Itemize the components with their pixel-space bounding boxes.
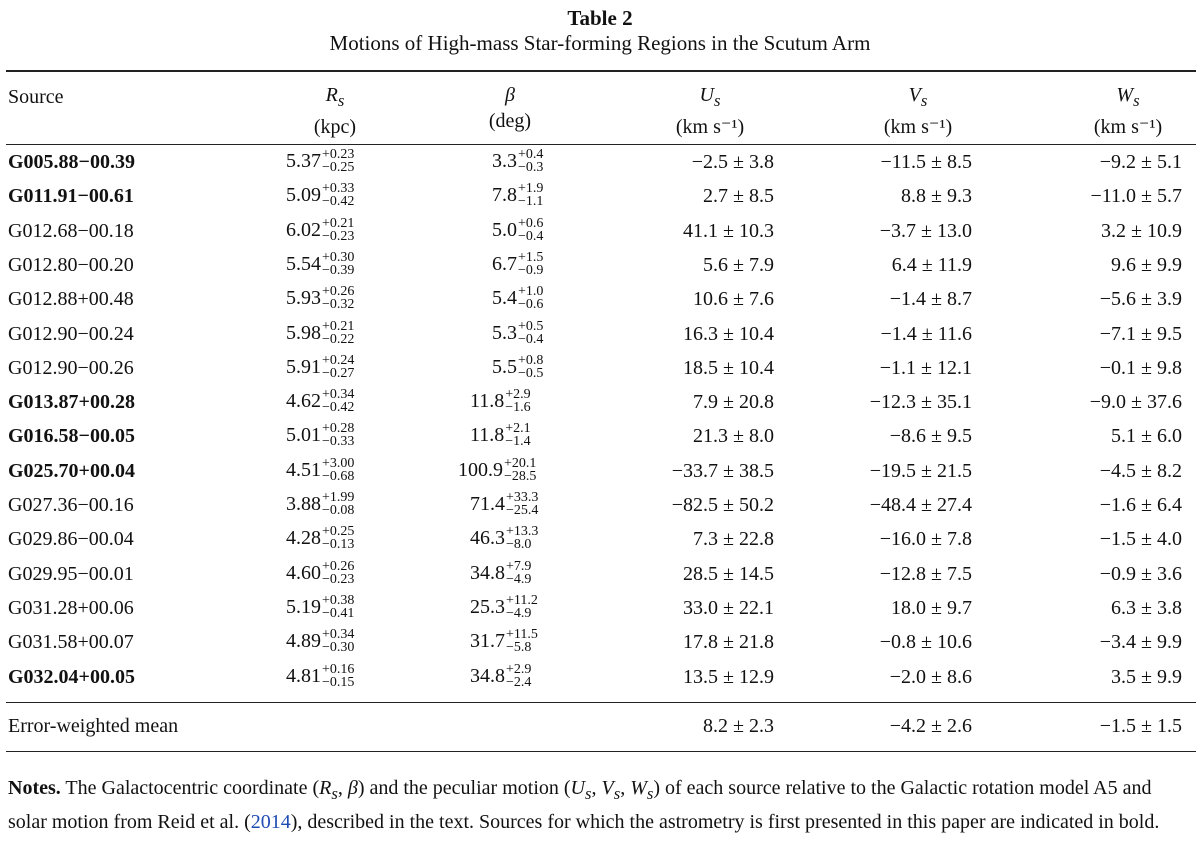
rs-cell-upper-error: +0.30 [322, 250, 355, 265]
rs-cell [286, 148, 354, 174]
ws-cell: 5.1 ± 6.0 [1111, 425, 1182, 447]
vs-cell: −12.8 ± 7.5 [879, 563, 972, 585]
rs-cell-upper-error: +0.38 [322, 593, 355, 608]
beta-cell-upper-error: +2.1 [505, 421, 531, 436]
beta-cell-upper-error: +1.9 [518, 181, 544, 196]
vs-cell: 18.0 ± 9.7 [891, 597, 972, 619]
bottom-rule [6, 751, 1196, 752]
rs-cell-upper-error: +3.00 [322, 456, 355, 471]
beta-cell-lower-error: −1.4 [505, 434, 531, 449]
us-cell: 33.0 ± 22.1 [683, 597, 774, 619]
vs-cell: −16.0 ± 7.8 [879, 528, 972, 550]
beta-cell [458, 457, 536, 483]
top-rule [6, 70, 1196, 72]
beta-cell-upper-error: +7.9 [506, 559, 532, 574]
rs-cell-upper-error: +0.34 [322, 627, 355, 642]
beta-cell-lower-error: −4.9 [506, 572, 532, 587]
rs-cell-upper-error: +0.16 [322, 662, 355, 677]
header-beta: β (deg) [488, 84, 532, 132]
beta-cell [492, 217, 543, 243]
header-rs: $R_s$ (kpc) [313, 84, 357, 138]
rs-cell-upper-error: +0.26 [322, 559, 355, 574]
beta-cell [470, 663, 531, 689]
rs-cell-value: 6.02 [286, 219, 321, 241]
us-cell: 5.6 ± 7.9 [703, 254, 774, 276]
beta-cell [492, 182, 543, 208]
beta-cell [470, 594, 538, 620]
vs-cell: −48.4 ± 27.4 [869, 494, 972, 516]
rs-cell-value: 4.51 [286, 459, 321, 481]
us-cell: 10.6 ± 7.6 [693, 288, 774, 310]
beta-cell-lower-error: −4.9 [506, 606, 532, 621]
beta-cell-upper-error: +0.6 [518, 216, 544, 231]
source-name: G012.68−00.18 [8, 220, 134, 242]
ws-cell: −3.4 ± 9.9 [1099, 631, 1182, 653]
rs-cell [286, 320, 354, 346]
rs-cell-upper-error: +0.25 [322, 524, 355, 539]
header-source: Source [8, 86, 64, 108]
rs-cell-upper-error: +0.21 [322, 216, 355, 231]
beta-cell-lower-error: −0.6 [518, 297, 544, 312]
beta-cell [470, 491, 538, 517]
beta-cell-value: 34.8 [470, 562, 505, 584]
rs-cell-value: 5.91 [286, 356, 321, 378]
beta-cell-value: 100.9 [458, 459, 503, 481]
ws-cell: −9.0 ± 37.6 [1089, 391, 1182, 413]
rs-cell [286, 525, 354, 551]
mean-us: 8.2 ± 2.3 [703, 715, 774, 737]
beta-cell-value: 11.8 [470, 390, 505, 412]
vs-cell: −11.5 ± 8.5 [880, 151, 972, 173]
beta-cell-value: 46.3 [470, 527, 505, 549]
rs-cell [286, 217, 354, 243]
rs-cell [286, 663, 354, 689]
vs-cell: −8.6 ± 9.5 [889, 425, 972, 447]
beta-cell [470, 560, 531, 586]
rs-cell-value: 5.93 [286, 287, 321, 309]
rs-cell-upper-error: +0.26 [322, 284, 355, 299]
source-name: G031.58+00.07 [8, 631, 134, 653]
us-cell: 41.1 ± 10.3 [683, 220, 774, 242]
rs-cell-value: 5.98 [286, 322, 321, 344]
beta-cell-lower-error: −28.5 [504, 469, 537, 484]
rs-cell-value: 3.88 [286, 493, 321, 515]
mean-label: Error-weighted mean [8, 715, 179, 737]
rs-cell-lower-error: −0.22 [322, 332, 355, 347]
beta-cell-value: 31.7 [470, 630, 505, 652]
source-name: G032.04+00.05 [8, 666, 135, 688]
source-name: G027.36−00.16 [8, 494, 134, 516]
mean-vs: −4.2 ± 2.6 [889, 715, 972, 737]
rs-cell-value: 5.01 [286, 424, 321, 446]
beta-cell-lower-error: −2.4 [506, 675, 532, 690]
header-us: $U_s$ (km s⁻¹) [675, 84, 745, 138]
rs-cell-lower-error: −0.42 [322, 400, 355, 415]
table-notes: Notes. The Galactocentric coordinate ($R_s$, β) and the peculiar motion ($U_s$, $V_s$, $W_s$) of each source relative to the Galactic rotation model A5 and solar motion from Reid et al. (2014), described in the text. Sources for which the astrometry is first presented in this paper are indicated in bold. [8, 777, 1160, 833]
us-cell: −2.5 ± 3.8 [691, 151, 774, 173]
beta-cell-upper-error: +0.8 [518, 353, 544, 368]
us-cell: 7.9 ± 20.8 [693, 391, 774, 413]
source-name: G011.91−00.61 [8, 185, 134, 207]
beta-cell [492, 285, 543, 311]
rs-cell-value: 4.28 [286, 527, 321, 549]
beta-cell-lower-error: −1.1 [518, 194, 544, 209]
beta-cell-value: 7.8 [492, 184, 517, 206]
ws-cell: −7.1 ± 9.5 [1099, 323, 1182, 345]
beta-cell-upper-error: +1.0 [518, 284, 544, 299]
header-vs: $V_s$ (km s⁻¹) [883, 84, 953, 138]
ws-cell: −1.5 ± 4.0 [1099, 528, 1182, 550]
mean-ws: −1.5 ± 1.5 [1099, 715, 1182, 737]
vs-cell: −19.5 ± 21.5 [869, 460, 972, 482]
ws-cell: −9.2 ± 5.1 [1099, 151, 1182, 173]
rs-cell [286, 594, 354, 620]
ws-cell: −0.1 ± 9.8 [1099, 357, 1182, 379]
us-cell: 7.3 ± 22.8 [693, 528, 774, 550]
rs-cell-lower-error: −0.68 [322, 469, 355, 484]
source-name: G012.90−00.26 [8, 357, 134, 379]
rs-cell-value: 5.37 [286, 150, 321, 172]
ws-cell: −5.6 ± 3.9 [1099, 288, 1182, 310]
rs-cell-lower-error: −0.30 [322, 640, 355, 655]
rs-cell-value: 5.54 [286, 253, 321, 275]
rs-cell-lower-error: −0.23 [322, 229, 355, 244]
us-cell: 17.8 ± 21.8 [683, 631, 774, 653]
rs-cell-lower-error: −0.27 [322, 366, 355, 381]
us-cell: −33.7 ± 38.5 [671, 460, 774, 482]
source-name: G005.88−00.39 [8, 151, 135, 173]
rs-cell-lower-error: −0.23 [322, 572, 355, 587]
table-title: Motions of High-mass Star-forming Regions in the Scutum Arm [329, 31, 871, 55]
beta-cell [492, 320, 543, 346]
rs-cell-upper-error: +0.21 [322, 319, 355, 334]
beta-cell-value: 11.8 [470, 424, 505, 446]
beta-cell [492, 354, 543, 380]
us-cell: −82.5 ± 50.2 [671, 494, 774, 516]
reference-link[interactable]: 2014 [250, 811, 291, 833]
rs-cell [286, 182, 354, 208]
rs-cell-value: 4.89 [286, 630, 321, 652]
beta-cell [470, 628, 538, 654]
rs-cell-upper-error: +0.24 [322, 353, 355, 368]
beta-cell-lower-error: −0.4 [518, 332, 544, 347]
rs-cell [286, 251, 354, 277]
beta-cell-value: 5.0 [492, 219, 517, 241]
beta-cell-upper-error: +20.1 [504, 456, 537, 471]
beta-cell-value: 5.4 [492, 287, 517, 309]
beta-cell-upper-error: +33.3 [506, 490, 539, 505]
beta-cell-lower-error: −25.4 [506, 503, 539, 518]
source-name: G012.80−00.20 [8, 254, 134, 276]
source-name: G012.90−00.24 [8, 323, 134, 345]
beta-cell [470, 388, 531, 414]
rs-cell-lower-error: −0.33 [322, 434, 355, 449]
ws-cell: −4.5 ± 8.2 [1099, 460, 1182, 482]
source-name: G013.87+00.28 [8, 391, 135, 413]
table-label: Table 2 [567, 6, 633, 30]
beta-cell-upper-error: +2.9 [506, 662, 532, 677]
vs-cell: 8.8 ± 9.3 [901, 185, 972, 207]
rs-cell-lower-error: −0.39 [322, 263, 355, 278]
source-name: G016.58−00.05 [8, 425, 135, 447]
beta-cell-value: 71.4 [470, 493, 505, 515]
beta-cell-lower-error: −1.6 [505, 400, 531, 415]
rs-cell-value: 5.19 [286, 596, 321, 618]
rs-cell-value: 5.09 [286, 184, 321, 206]
rs-cell-upper-error: +1.99 [322, 490, 355, 505]
vs-cell: −12.3 ± 35.1 [869, 391, 972, 413]
mean-rule [6, 702, 1196, 703]
source-name: G012.88+00.48 [8, 288, 134, 310]
vs-cell: 6.4 ± 11.9 [891, 254, 972, 276]
rs-cell-lower-error: −0.32 [322, 297, 355, 312]
rs-cell [286, 457, 354, 483]
beta-cell-value: 25.3 [470, 596, 505, 618]
beta-cell-value: 5.5 [492, 356, 517, 378]
source-name: G029.86−00.04 [8, 528, 134, 550]
rs-cell-lower-error: −0.42 [322, 194, 355, 209]
us-cell: 2.7 ± 8.5 [703, 185, 774, 207]
notes-label: Notes. [8, 777, 61, 799]
ws-cell: −11.0 ± 5.7 [1090, 185, 1182, 207]
rs-cell-upper-error: +0.23 [322, 147, 355, 162]
beta-cell-value: 5.3 [492, 322, 517, 344]
beta-cell-lower-error: −0.5 [518, 366, 544, 381]
beta-cell-value: 34.8 [470, 665, 505, 687]
rs-cell [286, 628, 354, 654]
rs-cell-lower-error: −0.08 [322, 503, 355, 518]
beta-cell [492, 251, 543, 277]
rs-cell [286, 285, 354, 311]
rs-cell-lower-error: −0.41 [322, 606, 355, 621]
vs-cell: −0.8 ± 10.6 [879, 631, 972, 653]
rs-cell-upper-error: +0.33 [322, 181, 355, 196]
beta-cell-upper-error: +11.5 [506, 627, 538, 642]
vs-cell: −1.4 ± 11.6 [880, 323, 972, 345]
beta-cell-upper-error: +2.9 [505, 387, 531, 402]
us-cell: 16.3 ± 10.4 [683, 323, 774, 345]
rs-cell [286, 560, 354, 586]
vs-cell: −3.7 ± 13.0 [879, 220, 972, 242]
beta-cell-upper-error: +0.4 [518, 147, 544, 162]
beta-cell-value: 6.7 [492, 253, 517, 275]
header-ws: $W_s$ (km s⁻¹) [1093, 84, 1163, 138]
rs-cell-value: 4.81 [286, 665, 321, 687]
beta-cell-upper-error: +13.3 [506, 524, 539, 539]
rs-cell-lower-error: −0.25 [322, 160, 355, 175]
vs-cell: −2.0 ± 8.6 [889, 666, 972, 688]
source-name: G029.95−00.01 [8, 563, 134, 585]
us-cell: 18.5 ± 10.4 [683, 357, 774, 379]
beta-cell [470, 525, 538, 551]
beta-cell-upper-error: +11.2 [506, 593, 538, 608]
ws-cell: 6.3 ± 3.8 [1111, 597, 1182, 619]
ws-cell: −1.6 ± 6.4 [1099, 494, 1182, 516]
header-rule [6, 144, 1196, 145]
table-caption [0, 6, 1200, 56]
vs-cell: −1.4 ± 8.7 [889, 288, 972, 310]
beta-cell-lower-error: −0.3 [518, 160, 544, 175]
ws-cell: 3.2 ± 10.9 [1101, 220, 1182, 242]
rs-cell [286, 422, 354, 448]
rs-cell-upper-error: +0.28 [322, 421, 355, 436]
rs-cell-upper-error: +0.34 [322, 387, 355, 402]
rs-cell-lower-error: −0.13 [322, 537, 355, 552]
source-name: G025.70+00.04 [8, 460, 135, 482]
us-cell: 28.5 ± 14.5 [683, 563, 774, 585]
beta-cell-lower-error: −5.8 [506, 640, 532, 655]
vs-cell: −1.1 ± 12.1 [879, 357, 972, 379]
beta-cell-upper-error: +1.5 [518, 250, 544, 265]
beta-cell [470, 422, 531, 448]
rs-cell-lower-error: −0.15 [322, 675, 355, 690]
us-cell: 13.5 ± 12.9 [683, 666, 774, 688]
rs-cell [286, 388, 354, 414]
ws-cell: −0.9 ± 3.6 [1099, 563, 1182, 585]
beta-cell-upper-error: +0.5 [518, 319, 544, 334]
rs-cell-value: 4.60 [286, 562, 321, 584]
rs-cell-value: 4.62 [286, 390, 321, 412]
ws-cell: 3.5 ± 9.9 [1111, 666, 1182, 688]
us-cell: 21.3 ± 8.0 [693, 425, 774, 447]
source-name: G031.28+00.06 [8, 597, 134, 619]
beta-cell-value: 3.3 [492, 150, 517, 172]
rs-cell [286, 491, 354, 517]
ws-cell: 9.6 ± 9.9 [1111, 254, 1182, 276]
beta-cell-lower-error: −0.9 [518, 263, 544, 278]
beta-cell-lower-error: −8.0 [506, 537, 532, 552]
beta-cell-lower-error: −0.4 [518, 229, 544, 244]
beta-cell [492, 148, 543, 174]
rs-cell [286, 354, 354, 380]
